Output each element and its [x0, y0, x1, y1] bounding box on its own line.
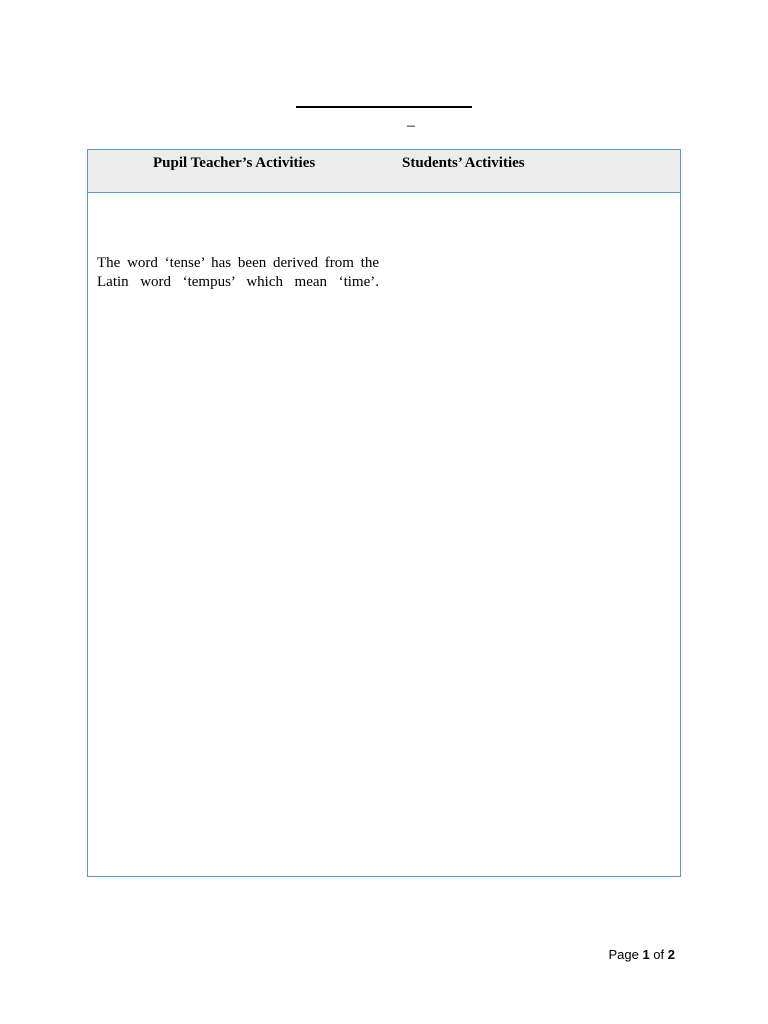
current-page-number: 1	[642, 947, 650, 962]
total-pages-number: 2	[667, 947, 675, 962]
table-header-row	[88, 150, 680, 193]
title-dash: –	[407, 117, 415, 134]
activities-table	[87, 149, 681, 877]
teacher-activities-header: Pupil Teacher’s Activities	[153, 155, 316, 171]
title-underline	[296, 106, 472, 108]
page-number	[608, 947, 675, 963]
page-separator: of	[653, 947, 665, 962]
students-activities-header: Students’ Activities	[402, 155, 525, 171]
page-prefix: Page	[608, 947, 639, 962]
teacher-activity-text: The word ‘tense’ has been derived from the Latin word ‘tempus’ which mean ‘time’.	[97, 255, 379, 290]
